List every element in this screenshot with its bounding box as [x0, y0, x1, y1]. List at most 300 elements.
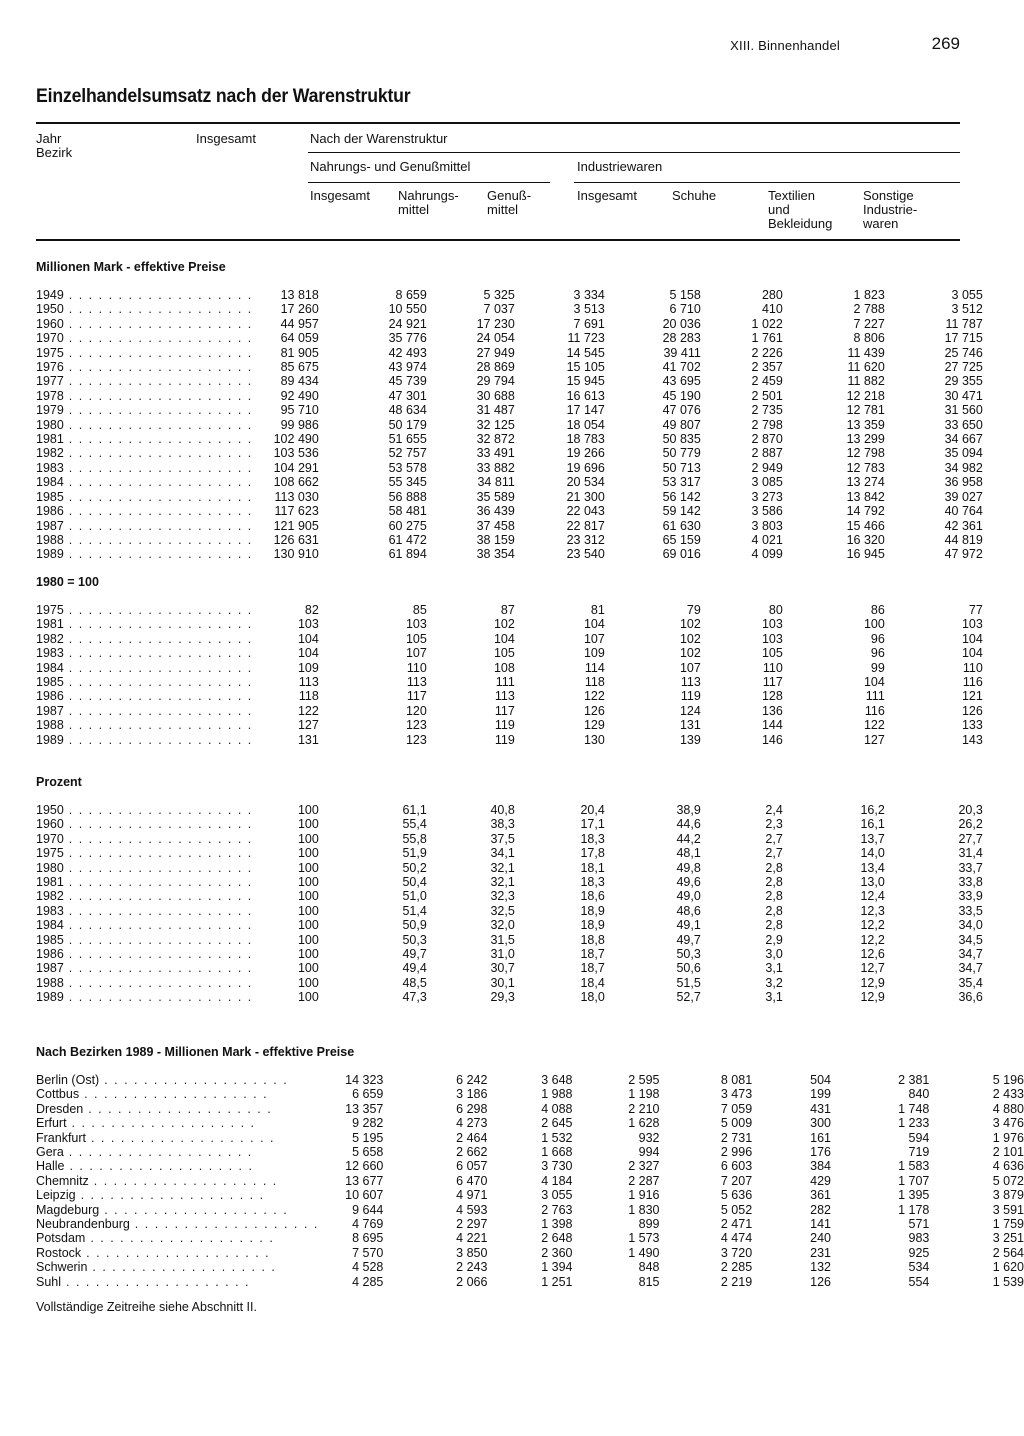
row-label-text: 1983 — [36, 646, 64, 661]
table-cell: 2,7 — [765, 831, 783, 846]
table-cell: 33,8 — [958, 875, 983, 890]
row-label-text: 1978 — [36, 388, 64, 403]
table-cell: 50 179 — [388, 417, 427, 432]
table-cell: 231 — [810, 1245, 832, 1260]
leader-dots: . . . . . . . . . . . . . . . . . . . — [63, 903, 253, 918]
table-cell: 2,4 — [765, 803, 783, 817]
table-cell: 30 471 — [944, 388, 983, 403]
table-row — [36, 889, 983, 903]
row-label — [36, 689, 253, 703]
table-cell: 2 101 — [992, 1145, 1024, 1160]
table-cell: 40,8 — [490, 803, 515, 817]
table-cell: 47,3 — [402, 990, 427, 1005]
table-cell: 17 715 — [944, 331, 983, 346]
industrie-rule — [574, 182, 960, 183]
table-cell: 45 739 — [388, 374, 427, 389]
table-cell: 2 357 — [751, 360, 783, 375]
table-cell: 12,6 — [860, 947, 885, 962]
page-title: Einzelhandelsumsatz nach der Warenstruktur — [36, 86, 411, 107]
section-label-bezirke: Nach Bezirken 1989 - Millionen Mark - effektive Preise — [36, 1045, 355, 1059]
table-cell: 119 — [680, 689, 701, 704]
table-row — [36, 976, 983, 990]
row-label — [36, 1188, 319, 1202]
row-label-text: 1984 — [36, 918, 64, 933]
table-cell: 11 723 — [567, 331, 605, 346]
table-cell: 109 — [297, 660, 319, 675]
table-cell: 122 — [863, 718, 885, 733]
table-cell: 2 219 — [720, 1274, 753, 1289]
leader-dots: . . . . . . . . . . . . . . . . . . . — [79, 1087, 269, 1102]
table-cell: 594 — [908, 1130, 930, 1145]
table-row — [36, 432, 983, 446]
col-header-jahr: Jahr — [36, 131, 62, 146]
table-cell: 19 696 — [566, 460, 605, 475]
table-cell: 7 227 — [853, 316, 885, 331]
leader-dots: . . . . . . . . . . . . . . . . . . . — [63, 631, 253, 646]
table-cell: 29 355 — [944, 374, 983, 389]
table-cell: 4 088 — [541, 1101, 573, 1116]
row-label — [36, 302, 253, 316]
table-cell: 1 490 — [628, 1245, 660, 1260]
table-cell: 100 — [297, 831, 319, 846]
table-cell: 2,8 — [765, 875, 783, 890]
table-cell: 840 — [908, 1087, 930, 1102]
table-cell: 17 260 — [280, 302, 319, 317]
table-cell: 141 — [810, 1217, 832, 1232]
table-cell: 102 — [493, 617, 515, 632]
table-cell: 12 781 — [846, 403, 885, 418]
table-cell: 2,8 — [765, 918, 783, 933]
table-cell: 4 636 — [992, 1159, 1024, 1174]
table-cell: 1 707 — [898, 1173, 930, 1188]
table-row — [36, 389, 983, 403]
col-header-iw-insgesamt: Insgesamt — [577, 188, 637, 203]
table-cell: 124 — [679, 703, 701, 718]
table-cell: 32,5 — [490, 903, 515, 918]
table-cell: 131 — [297, 732, 319, 747]
table-cell: 2 564 — [992, 1245, 1024, 1260]
col-header-insgesamt: Insgesamt — [196, 131, 256, 146]
table-cell: 13,7 — [860, 831, 885, 846]
table-row — [36, 733, 983, 747]
table-cell: 2 381 — [898, 1073, 930, 1087]
table-cell: 100 — [297, 803, 319, 817]
table-cell: 2,8 — [765, 903, 783, 918]
table-cell: 1 976 — [992, 1130, 1024, 1145]
table-cell: 4 184 — [541, 1173, 573, 1188]
leader-dots: . . . . . . . . . . . . . . . . . . . — [63, 660, 253, 675]
col-header-industriewaren: Industriewaren — [577, 159, 663, 174]
table-cell: 1 233 — [898, 1116, 930, 1131]
table-cell: 117 — [494, 703, 515, 718]
table-cell: 40 764 — [944, 504, 983, 519]
table-cell: 99 986 — [280, 417, 319, 432]
row-label — [36, 1174, 319, 1188]
table-cell: 32 125 — [476, 417, 515, 432]
table-header-bottom-rule — [36, 239, 960, 241]
row-label-text: 1988 — [36, 975, 64, 990]
row-label — [36, 846, 253, 860]
table-cell: 3 648 — [541, 1073, 573, 1087]
page-number: 269 — [931, 34, 960, 53]
table-cell: 146 — [761, 732, 783, 747]
table-cell: 107 — [583, 631, 605, 646]
table-cell: 1 251 — [541, 1274, 573, 1289]
table-cell: 932 — [638, 1130, 660, 1145]
table-cell: 3 273 — [751, 489, 783, 504]
table-cell: 18,7 — [580, 961, 605, 976]
table-row — [36, 418, 983, 432]
table-cell: 2 360 — [541, 1245, 573, 1260]
table-cell: 102 — [679, 631, 701, 646]
table-cell: 3 334 — [573, 288, 605, 302]
row-label-text: 1987 — [36, 703, 64, 718]
leader-dots: . . . . . . . . . . . . . . . . . . . — [63, 1145, 253, 1160]
table-cell: 18 054 — [566, 417, 605, 432]
table-cell: 53 578 — [388, 460, 427, 475]
table-cell: 31,5 — [490, 932, 515, 947]
table-row — [36, 490, 983, 504]
table-row — [36, 1131, 1024, 1145]
leader-dots: . . . . . . . . . . . . . . . . . . . — [63, 504, 253, 519]
table-cell: 33,7 — [958, 860, 983, 875]
table-cell: 113 — [298, 675, 319, 690]
table-cell: 51,9 — [402, 846, 427, 861]
table-row — [36, 317, 983, 331]
table-cell: 12,9 — [860, 990, 885, 1005]
row-label-text: 1986 — [36, 689, 64, 704]
table-cell: 12,2 — [860, 918, 885, 933]
table-cell: 12,2 — [860, 932, 885, 947]
table-cell: 3 586 — [751, 504, 783, 519]
table-row — [36, 374, 983, 388]
table-cell: 33,5 — [958, 903, 983, 918]
row-label — [36, 446, 253, 460]
table-cell: 280 — [761, 288, 783, 302]
table-cell: 8 806 — [853, 331, 885, 346]
col-header-ng-insgesamt: Insgesamt — [310, 188, 370, 203]
table-cell: 2,8 — [765, 860, 783, 875]
table-cell: 1 761 — [751, 331, 783, 346]
table-cell: 17,8 — [580, 846, 605, 861]
table-cell: 87 — [500, 603, 515, 617]
table-cell: 36 439 — [476, 504, 515, 519]
table-cell: 12,4 — [860, 889, 885, 904]
table-cell: 12,7 — [860, 961, 885, 976]
table-cell: 4 971 — [456, 1188, 488, 1203]
row-label — [36, 947, 253, 961]
table-cell: 64 059 — [280, 331, 319, 346]
table-cell: 133 — [961, 718, 983, 733]
table-cell: 18,7 — [580, 947, 605, 962]
table-cell: 118 — [584, 675, 605, 690]
table-cell: 49,8 — [676, 860, 701, 875]
table-top-rule — [36, 122, 960, 124]
table-cell: 1 628 — [628, 1116, 660, 1131]
table-cell: 994 — [638, 1145, 660, 1160]
table-cell: 21 300 — [566, 489, 605, 504]
table-cell: 31,0 — [490, 947, 515, 962]
table-cell: 104 — [961, 646, 983, 661]
table-prozent — [36, 803, 983, 1005]
col-header-sonstige-line3: waren — [863, 216, 899, 231]
table-cell: 36 958 — [944, 475, 983, 490]
table-cell: 103 — [761, 631, 783, 646]
table-cell: 7 059 — [720, 1101, 753, 1116]
table-cell: 39 411 — [663, 345, 701, 360]
table-cell: 49,6 — [676, 875, 701, 890]
table-cell: 13 274 — [846, 475, 885, 490]
table-cell: 30,7 — [490, 961, 515, 976]
table-cell: 30 688 — [476, 388, 515, 403]
table-cell: 6 298 — [456, 1101, 488, 1116]
table-cell: 51 655 — [388, 432, 427, 447]
row-label — [36, 1231, 319, 1245]
table-cell: 13 818 — [280, 288, 319, 302]
table-cell: 3,1 — [765, 961, 783, 976]
table-cell: 8 659 — [395, 288, 427, 302]
table-cell: 126 — [810, 1274, 832, 1289]
col-header-sonstige-line1: Sonstige — [863, 188, 914, 203]
leader-dots: . . . . . . . . . . . . . . . . . . . — [63, 345, 253, 360]
table-cell: 51,0 — [402, 889, 427, 904]
table-cell: 35 094 — [944, 446, 983, 461]
table-cell: 2 595 — [628, 1073, 660, 1087]
table-cell: 42 493 — [388, 345, 427, 360]
table-cell: 2 788 — [853, 302, 885, 317]
table-cell: 3 473 — [720, 1087, 753, 1102]
leader-dots: . . . . . . . . . . . . . . . . . . . — [88, 1173, 278, 1188]
table-cell: 12 798 — [846, 446, 885, 461]
table-cell: 50 713 — [662, 460, 701, 475]
leader-dots: . . . . . . . . . . . . . . . . . . . — [63, 889, 253, 904]
section-label-prozent: Prozent — [36, 775, 82, 789]
leader-dots: . . . . . . . . . . . . . . . . . . . — [63, 302, 253, 317]
table-cell: 33,9 — [958, 889, 983, 904]
table-row — [36, 1145, 1024, 1159]
row-label — [36, 933, 253, 947]
leader-dots: . . . . . . . . . . . . . . . . . . . — [63, 489, 253, 504]
table-cell: 12 783 — [846, 460, 885, 475]
row-label-text: 1982 — [36, 446, 64, 461]
leader-dots: . . . . . . . . . . . . . . . . . . . — [63, 360, 253, 375]
table-cell: 35 589 — [476, 489, 515, 504]
row-label — [36, 1116, 319, 1130]
table-cell: 410 — [761, 302, 783, 317]
table-cell: 50,2 — [402, 860, 427, 875]
table-row — [36, 904, 983, 918]
row-label — [36, 646, 253, 660]
leader-dots: . . . . . . . . . . . . . . . . . . . — [63, 718, 253, 733]
leader-dots: . . . . . . . . . . . . . . . . . . . — [63, 732, 253, 747]
table-cell: 39 027 — [944, 489, 983, 504]
table-cell: 5 072 — [992, 1173, 1024, 1188]
table-cell: 8 695 — [352, 1231, 384, 1246]
leader-dots: . . . . . . . . . . . . . . . . . . . — [85, 1231, 275, 1246]
table-cell: 38 159 — [476, 532, 515, 547]
row-label — [36, 547, 253, 561]
row-label-text: Neubrandenburg — [36, 1217, 130, 1232]
table-cell: 59 142 — [662, 504, 701, 519]
leader-dots: . . . . . . . . . . . . . . . . . . . — [99, 1202, 289, 1217]
table-row — [36, 1203, 1024, 1217]
leader-dots: . . . . . . . . . . . . . . . . . . . — [63, 831, 253, 846]
table-row — [36, 533, 983, 547]
table-cell: 534 — [908, 1260, 930, 1275]
row-label — [36, 1102, 319, 1116]
table-cell: 1 395 — [898, 1188, 930, 1203]
row-label — [36, 1260, 319, 1274]
row-label-text: Potsdam — [36, 1231, 86, 1246]
table-cell: 100 — [863, 617, 885, 632]
table-cell: 22 817 — [566, 518, 605, 533]
table-cell: 122 — [297, 703, 319, 718]
table-cell: 104 — [961, 631, 983, 646]
table-cell: 18,3 — [580, 831, 605, 846]
col-header-nahrungsmittel-line1: Nahrungs- — [398, 188, 459, 203]
table-cell: 100 — [297, 846, 319, 861]
row-label-text: 1980 — [36, 860, 64, 875]
table-cell: 3 055 — [951, 288, 983, 302]
row-label-text: 1983 — [36, 903, 64, 918]
table-cell: 81 905 — [280, 345, 319, 360]
table-cell: 123 — [405, 718, 427, 733]
table-cell: 1 916 — [628, 1188, 660, 1203]
table-cell: 34,0 — [958, 918, 983, 933]
table-cell: 139 — [679, 732, 701, 747]
table-cell: 47 301 — [388, 388, 427, 403]
table-index-1980 — [36, 603, 983, 747]
table-row — [36, 861, 983, 875]
table-cell: 34,1 — [490, 846, 515, 861]
table-cell: 50 779 — [662, 446, 701, 461]
table-cell: 7 207 — [720, 1173, 753, 1188]
row-label — [36, 331, 253, 345]
table-cell: 3 186 — [456, 1087, 488, 1102]
table-row — [36, 918, 983, 932]
table-cell: 32 872 — [476, 432, 515, 447]
table-cell: 42 361 — [944, 518, 983, 533]
table-row — [36, 1188, 1024, 1202]
table-cell: 28 283 — [662, 331, 701, 346]
table-row — [36, 346, 983, 360]
table-row — [36, 875, 983, 889]
table-cell: 23 540 — [566, 547, 605, 562]
table-cell: 176 — [810, 1145, 832, 1160]
table-cell: 13,0 — [860, 875, 885, 890]
table-cell: 109 — [583, 646, 605, 661]
table-cell: 47 076 — [662, 403, 701, 418]
table-row — [36, 617, 983, 631]
leader-dots: . . . . . . . . . . . . . . . . . . . — [63, 617, 253, 632]
table-cell: 3,0 — [765, 947, 783, 962]
col-header-nahrungs-genuss: Nahrungs- und Genußmittel — [310, 159, 471, 174]
table-cell: 102 — [679, 646, 701, 661]
table-cell: 136 — [761, 703, 783, 718]
leader-dots: . . . . . . . . . . . . . . . . . . . — [99, 1073, 289, 1087]
table-cell: 121 — [961, 689, 983, 704]
table-cell: 24 921 — [388, 316, 427, 331]
table-row — [36, 961, 983, 975]
row-label-text: 1982 — [36, 889, 64, 904]
table-cell: 113 — [680, 675, 701, 690]
table-cell: 50,9 — [402, 918, 427, 933]
table-cell: 3 803 — [751, 518, 783, 533]
table-cell: 6 057 — [456, 1159, 488, 1174]
table-row — [36, 302, 983, 316]
col-header-jahr-bezirk — [36, 132, 72, 160]
table-cell: 100 — [297, 975, 319, 990]
row-label-text: 1986 — [36, 947, 64, 962]
table-row — [36, 846, 983, 860]
table-cell: 9 644 — [352, 1202, 384, 1217]
row-label — [36, 961, 253, 975]
table-cell: 100 — [297, 947, 319, 962]
table-cell: 13 299 — [846, 432, 885, 447]
table-cell: 49,1 — [676, 918, 701, 933]
row-label-text: 1982 — [36, 631, 64, 646]
table-cell: 848 — [638, 1260, 660, 1275]
table-row — [36, 1073, 1024, 1087]
table-cell: 117 — [762, 675, 783, 690]
row-label-text: 1989 — [36, 547, 64, 562]
table-cell: 6 603 — [720, 1159, 753, 1174]
table-cell: 2 996 — [720, 1145, 753, 1160]
col-header-sonstige — [863, 189, 917, 231]
table-row — [36, 646, 983, 660]
leader-dots: . . . . . . . . . . . . . . . . . . . — [87, 1260, 277, 1275]
table-cell: 110 — [762, 660, 783, 675]
table-cell: 2,8 — [765, 889, 783, 904]
table-cell: 27 949 — [476, 345, 515, 360]
row-label-text: Schwerin — [36, 1260, 88, 1275]
table-row — [36, 1087, 1024, 1101]
table-cell: 47 972 — [944, 547, 983, 562]
table-cell: 107 — [405, 646, 427, 661]
table-cell: 33 491 — [476, 446, 515, 461]
table-cell: 6 242 — [456, 1073, 488, 1087]
table-cell: 118 — [298, 689, 319, 704]
row-label — [36, 803, 253, 817]
table-cell: 48,6 — [676, 903, 701, 918]
table-cell: 20,4 — [580, 803, 605, 817]
table-cell: 103 — [761, 617, 783, 632]
table-cell: 13 842 — [846, 489, 885, 504]
row-label — [36, 1087, 319, 1101]
table-cell: 7 570 — [352, 1245, 384, 1260]
table-row — [36, 331, 983, 345]
table-cell: 127 — [297, 718, 319, 733]
table-cell: 4 528 — [352, 1260, 384, 1275]
table-cell: 11 882 — [847, 374, 885, 389]
row-label — [36, 533, 253, 547]
table-cell: 2 471 — [720, 1217, 753, 1232]
row-label-text: 1981 — [36, 617, 64, 632]
table-cell: 15 945 — [566, 374, 605, 389]
table-cell: 11 787 — [945, 316, 983, 331]
table-cell: 4 474 — [720, 1231, 753, 1246]
table-row — [36, 1116, 1024, 1130]
table-cell: 37 458 — [476, 518, 515, 533]
col-header-textilien-line3: Bekleidung — [768, 216, 833, 231]
table-cell: 3,2 — [765, 975, 783, 990]
table-cell: 2 648 — [541, 1231, 573, 1246]
leader-dots: . . . . . . . . . . . . . . . . . . . — [63, 961, 253, 976]
row-label — [36, 718, 253, 732]
table-cell: 17,1 — [580, 817, 605, 832]
col-header-bezirk: Bezirk — [36, 145, 73, 160]
table-cell: 1 198 — [628, 1087, 660, 1102]
